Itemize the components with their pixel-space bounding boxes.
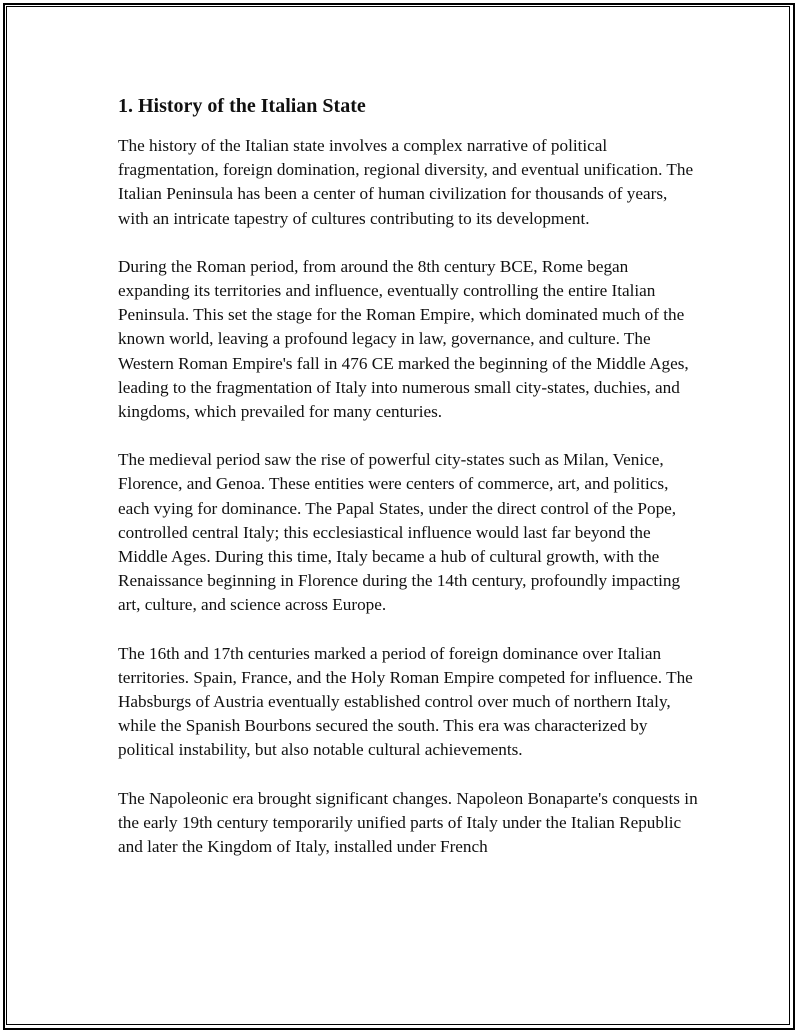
paragraph-intro: The history of the Italian state involves a complex narrative of political fragmentation, foreign domination, regional diversity, and eventual unification. The Italian Peninsula has been a center of human civilization for thousands of years, with an intricate tapestry of cultures contributing to its development.	[118, 136, 694, 228]
document-body	[118, 92, 698, 883]
paragraph-napoleonic-era: The Napoleonic era brought significant changes. Napoleon Bonaparte's conquests in the early 19th century temporarily unified parts of Italy under the Italian Republic and later the Kingdom of Italy, installed under French	[118, 788, 698, 857]
paragraph-roman-period: During the Roman period, from around the 8th century BCE, Rome began expanding its territories and influence, eventually controlling the entire Italian Peninsula. This set the stage for the Roman Empire, which dominated much of the known world, leaving a profound legacy in law, governance, and culture. The Western Roman Empire's fall in 476 CE marked the beginning of the Middle Ages, leading to the fragmentation of Italy into numerous small city-states, duchies, and kingdoms, which prevailed for many centuries.	[118, 256, 689, 422]
paragraph-foreign-dominance: The 16th and 17th centuries marked a period of foreign dominance over Italian territories. Spain, France, and the Holy Roman Empire competed for influence. The Habsburgs of Austria eventually established control over much of northern Italy, while the Spanish Bourbons secured the south. This era was characterized by political instability, but also notable cultural achievements.	[118, 643, 693, 760]
paragraph-medieval-period: The medieval period saw the rise of powerful city-states such as Milan, Venice, Florence, and Genoa. These entities were centers of commerce, art, and politics, each vying for dominance. The Papal States, under the direct control of the Pope, controlled central Italy; this ecclesiastical influence would last far beyond the Middle Ages. During this time, Italy became a hub of cultural growth, with the Renaissance beginning in Florence during the 14th century, profoundly impacting art, culture, and science across Europe.	[118, 450, 681, 615]
section-heading: 1. History of the Italian State	[118, 95, 366, 117]
